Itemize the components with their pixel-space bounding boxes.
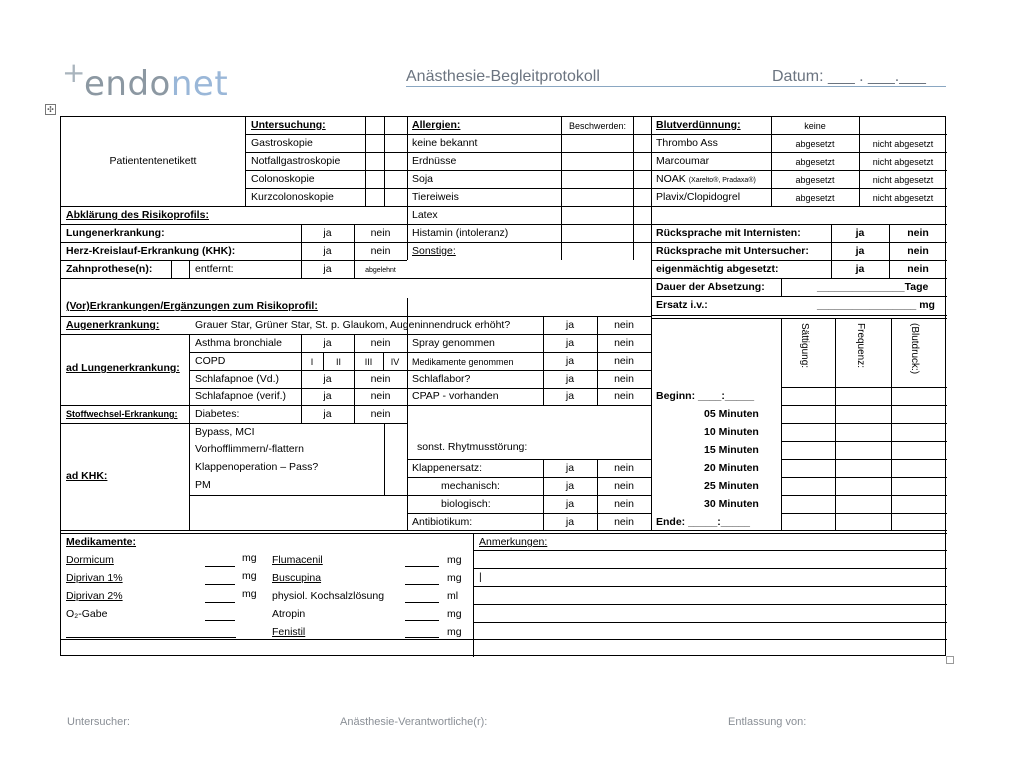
med-unit: mg bbox=[447, 608, 462, 620]
ja-option[interactable]: ja bbox=[323, 337, 332, 349]
ja-option[interactable]: ja bbox=[565, 390, 575, 402]
divider bbox=[61, 334, 651, 335]
divider bbox=[61, 278, 651, 279]
anmerkungen-header: Anmerkungen: bbox=[479, 536, 548, 548]
divider bbox=[781, 495, 947, 496]
allergie-item: Erdnüsse bbox=[412, 155, 457, 167]
cpap-label: CPAP - vorhanden bbox=[412, 390, 499, 402]
untersuchung-item: Kurzcolonoskopie bbox=[251, 191, 334, 203]
nein-option[interactable]: nein bbox=[907, 227, 929, 239]
divider bbox=[781, 405, 947, 406]
med-unit: mg bbox=[447, 572, 462, 584]
divider bbox=[407, 298, 408, 531]
med-left-name: Diprivan 1% bbox=[66, 572, 123, 584]
divider bbox=[781, 477, 947, 478]
dose-line[interactable] bbox=[405, 584, 439, 585]
divider bbox=[835, 318, 836, 531]
header-underline bbox=[406, 86, 946, 87]
med-unit: ml bbox=[447, 590, 459, 602]
time-label: 30 Minuten bbox=[704, 498, 759, 510]
divider bbox=[651, 315, 947, 316]
blutdruck-header: (Blutdruck:) bbox=[909, 323, 920, 375]
divider bbox=[189, 334, 190, 531]
divider bbox=[407, 495, 651, 496]
beginn-field[interactable]: Beginn: ____:_____ bbox=[656, 390, 755, 402]
endonet-logo bbox=[62, 56, 252, 106]
entfernt-label: entfernt: bbox=[195, 263, 234, 275]
khk-item: PM bbox=[195, 479, 211, 491]
divider bbox=[61, 533, 947, 534]
divider bbox=[407, 206, 651, 207]
nein-option[interactable]: nein bbox=[370, 227, 391, 239]
nein-option[interactable]: nein bbox=[370, 245, 391, 257]
copd-grade-option[interactable]: II bbox=[335, 357, 341, 367]
logo-wordmark: endonet bbox=[84, 64, 229, 104]
copd-grade-option[interactable]: III bbox=[364, 357, 373, 367]
blutverduennung-header: Blutverdünnung: bbox=[656, 119, 741, 131]
divider bbox=[651, 278, 947, 279]
allergie-item: Soja bbox=[412, 173, 434, 185]
divider bbox=[245, 134, 407, 135]
ende-field[interactable]: Ende: _____:_____ bbox=[656, 516, 750, 528]
medikamente-header: Medikamente: bbox=[66, 536, 137, 548]
ruecksprache-internist-label: Rücksprache mit Internisten: bbox=[656, 227, 801, 239]
copd-grade-option[interactable]: IV bbox=[390, 357, 400, 367]
frequenz-header: Frequenz: bbox=[855, 323, 866, 369]
divider bbox=[781, 441, 947, 442]
divider bbox=[651, 206, 947, 207]
divider bbox=[407, 152, 651, 153]
abgesetzt-option[interactable]: abgesetzt bbox=[795, 175, 835, 185]
medikamente-genommen-label: Medikamente genommen bbox=[412, 357, 514, 367]
nein-option[interactable]: nein bbox=[370, 408, 391, 420]
divider bbox=[61, 423, 407, 424]
anaesthesie-signature[interactable]: Anästhesie-Verantwortliche(r): bbox=[340, 716, 488, 728]
divider bbox=[189, 370, 651, 371]
med-right-name: Atropin bbox=[272, 608, 306, 620]
table-resize-handle-icon[interactable] bbox=[946, 656, 954, 664]
dose-line[interactable] bbox=[405, 620, 439, 621]
nein-option[interactable]: nein bbox=[614, 355, 634, 367]
med-right-name: Fenistil bbox=[272, 626, 306, 638]
antibiotikum-label: Antibiotikum: bbox=[412, 516, 473, 528]
divider bbox=[61, 405, 651, 406]
ja-option[interactable]: ja bbox=[565, 498, 575, 510]
dose-line[interactable] bbox=[405, 637, 439, 638]
schlaflabor-label: Schlaflabor? bbox=[412, 373, 471, 385]
dose-line[interactable] bbox=[405, 566, 439, 567]
dose-line[interactable] bbox=[405, 602, 439, 603]
time-label: 05 Minuten bbox=[704, 408, 759, 420]
divider bbox=[171, 260, 172, 278]
untersuchung-header: Untersuchung: bbox=[251, 119, 326, 131]
blut-item: Marcoumar bbox=[656, 155, 710, 167]
divider bbox=[245, 188, 407, 189]
ersatz-label: Ersatz i.v.: bbox=[656, 299, 708, 311]
khk-label: Herz-Kreislauf-Erkrankung (KHK): bbox=[66, 245, 236, 257]
allergie-item: Sonstige: bbox=[412, 245, 456, 257]
patient-label-field[interactable]: Patiententenetikett bbox=[109, 155, 197, 167]
ja-option[interactable]: ja bbox=[565, 373, 575, 385]
divider bbox=[61, 242, 407, 243]
divider bbox=[473, 622, 947, 623]
dauer-label: Dauer der Absetzung: bbox=[656, 281, 765, 293]
nein-option[interactable]: nein bbox=[614, 390, 634, 402]
diabetes-label: Diabetes: bbox=[195, 408, 240, 420]
ja-option[interactable]: ja bbox=[565, 319, 575, 331]
divider bbox=[891, 318, 892, 531]
untersuchung-item: Colonoskopie bbox=[251, 173, 315, 185]
copd-grade-option[interactable]: I bbox=[310, 357, 314, 367]
khk-item: Bypass, MCI bbox=[195, 426, 255, 438]
divider bbox=[61, 224, 407, 225]
divider bbox=[781, 423, 947, 424]
divider bbox=[473, 604, 947, 605]
ja-option[interactable]: ja bbox=[565, 355, 575, 367]
nicht-abgesetzt-option[interactable]: nicht abgesetzt bbox=[872, 193, 934, 203]
med-left-name: Dormicum bbox=[66, 554, 114, 566]
ersatz-field[interactable]: _________________ mg bbox=[817, 299, 935, 311]
time-label: 15 Minuten bbox=[704, 444, 759, 456]
dose-line[interactable] bbox=[205, 602, 235, 603]
divider bbox=[384, 423, 385, 495]
entlassung-signature[interactable]: Entlassung von: bbox=[728, 716, 807, 728]
blut-item: NOAK (Xarelto®, Pradaxa®) bbox=[656, 173, 756, 185]
saettigung-header: Sättigung: bbox=[799, 323, 810, 369]
divider bbox=[61, 639, 947, 640]
divider bbox=[407, 459, 651, 460]
biologisch-label: biologisch: bbox=[441, 498, 491, 510]
blut-item: Thrombo Ass bbox=[656, 137, 718, 149]
divider bbox=[61, 206, 407, 207]
divider bbox=[407, 242, 651, 243]
divider bbox=[189, 495, 407, 496]
ja-option[interactable]: ja bbox=[323, 408, 332, 420]
med-unit: mg bbox=[242, 588, 257, 600]
divider bbox=[407, 188, 651, 189]
nein-option[interactable]: nein bbox=[614, 480, 634, 492]
ruecksprache-untersucher-label: Rücksprache mit Untersucher: bbox=[656, 245, 809, 257]
allergien-header: Allergien: bbox=[412, 119, 461, 131]
med-left-name: O₂-Gabe bbox=[66, 608, 108, 620]
nein-option[interactable]: nein bbox=[614, 319, 634, 331]
untersuchung-item: Notfallgastroskopie bbox=[251, 155, 341, 167]
nein-option[interactable]: nein bbox=[370, 337, 391, 349]
divider bbox=[61, 530, 947, 531]
ja-option[interactable]: ja bbox=[323, 245, 332, 257]
divider bbox=[651, 117, 652, 531]
nein-option[interactable]: nein bbox=[907, 245, 929, 257]
divider bbox=[651, 152, 947, 153]
time-label: 25 Minuten bbox=[704, 480, 759, 492]
spray-label: Spray genommen bbox=[412, 337, 495, 349]
med-right-name: Flumacenil bbox=[272, 554, 323, 566]
med-right-name: physiol. Kochsalzlösung bbox=[272, 590, 385, 602]
divider bbox=[407, 513, 651, 514]
khk-item: Klappenoperation – Pass? bbox=[195, 461, 319, 473]
ja-option[interactable]: ja bbox=[323, 263, 332, 275]
rhythmusstoerung-label: sonst. Rhytmusstörung: bbox=[417, 441, 528, 453]
divider bbox=[781, 318, 782, 531]
dose-line[interactable] bbox=[205, 620, 235, 621]
nicht-abgesetzt-option[interactable]: nicht abgesetzt bbox=[872, 139, 934, 149]
nein-option[interactable]: nein bbox=[907, 263, 929, 275]
dauer-field[interactable]: _______________Tage bbox=[817, 281, 929, 293]
divider bbox=[189, 352, 651, 353]
divider bbox=[407, 477, 651, 478]
time-label: 10 Minuten bbox=[704, 426, 759, 438]
divider bbox=[651, 188, 947, 189]
protocol-table bbox=[60, 116, 946, 656]
divider bbox=[651, 170, 947, 171]
dose-line[interactable] bbox=[205, 584, 235, 585]
dose-line[interactable] bbox=[66, 637, 236, 638]
nein-option[interactable]: nein bbox=[614, 462, 634, 474]
divider bbox=[651, 296, 947, 297]
divider bbox=[407, 224, 651, 225]
khk-item: Vorhofflimmern/-flattern bbox=[195, 443, 304, 455]
abgesetzt-option[interactable]: abgesetzt bbox=[795, 157, 835, 167]
divider bbox=[473, 586, 947, 587]
untersuchung-item: Gastroskopie bbox=[251, 137, 313, 149]
allergie-item: keine bekannt bbox=[412, 137, 478, 149]
nein-option[interactable]: nein bbox=[614, 337, 634, 349]
asthma-label: Asthma bronchiale bbox=[195, 337, 282, 349]
blut-keine-option[interactable]: keine bbox=[804, 121, 826, 131]
nicht-abgesetzt-option[interactable]: nicht abgesetzt bbox=[872, 157, 934, 167]
ad-lungenerkrankung-label: ad Lungenerkrankung: bbox=[66, 362, 180, 374]
nein-option[interactable]: nein bbox=[370, 390, 391, 402]
divider bbox=[781, 459, 947, 460]
beschwerden-header: Beschwerden: bbox=[569, 121, 627, 131]
divider bbox=[365, 117, 366, 207]
copd-label: COPD bbox=[195, 355, 226, 367]
ja-option[interactable]: ja bbox=[855, 263, 865, 275]
ja-option[interactable]: ja bbox=[323, 390, 332, 402]
med-right-name: Buscupina bbox=[272, 572, 322, 584]
risikoprofil-header: Abklärung des Risikoprofils: bbox=[66, 209, 209, 221]
abgelehnt-option[interactable]: abgelehnt bbox=[365, 267, 396, 274]
ja-option[interactable]: ja bbox=[565, 516, 575, 528]
divider bbox=[245, 117, 246, 207]
nein-option[interactable]: nein bbox=[614, 373, 634, 385]
abgesetzt-option[interactable]: abgesetzt bbox=[795, 139, 835, 149]
logo-plus: + bbox=[62, 56, 86, 89]
abgesetzt-option[interactable]: abgesetzt bbox=[795, 193, 835, 203]
divider bbox=[61, 316, 651, 317]
dose-line[interactable] bbox=[205, 566, 235, 567]
divider bbox=[384, 117, 385, 207]
augenerkrankung-text: Grauer Star, Grüner Star, St. p. Glaukom, Augeninnendruck erhöht? bbox=[195, 319, 511, 331]
allergie-item: Tiereiweis bbox=[412, 191, 459, 203]
ja-option[interactable]: ja bbox=[855, 227, 865, 239]
divider bbox=[245, 152, 407, 153]
med-unit: mg bbox=[242, 570, 257, 582]
nein-option[interactable]: nein bbox=[370, 373, 391, 385]
med-unit: mg bbox=[447, 554, 462, 566]
divider bbox=[189, 388, 651, 389]
table-move-handle-icon[interactable]: ✣ bbox=[45, 104, 56, 115]
ja-option[interactable]: ja bbox=[565, 462, 575, 474]
nicht-abgesetzt-option[interactable]: nicht abgesetzt bbox=[872, 175, 934, 185]
document-title: Anästhesie-Begleitprotokoll bbox=[406, 68, 600, 85]
divider bbox=[473, 568, 947, 569]
ja-option[interactable]: ja bbox=[323, 227, 332, 239]
vorerkrankungen-header: (Vor)Erkrankungen/Ergänzungen zum Risikoprofil: bbox=[66, 300, 318, 312]
divider bbox=[781, 513, 947, 514]
med-unit: mg bbox=[447, 626, 462, 638]
nein-option[interactable]: nein bbox=[614, 516, 634, 528]
stoffwechsel-label: Stoffwechsel-Erkrankung: bbox=[66, 409, 178, 419]
allergie-item: Histamin (intoleranz) bbox=[412, 227, 509, 239]
time-label: 20 Minuten bbox=[704, 462, 759, 474]
divider bbox=[245, 170, 407, 171]
med-unit: mg bbox=[242, 552, 257, 564]
ad-khk-label: ad KHK: bbox=[66, 470, 108, 482]
divider bbox=[61, 260, 407, 261]
augenerkrankung-label: Augenerkrankung: bbox=[66, 319, 160, 331]
divider bbox=[407, 134, 651, 135]
divider bbox=[651, 242, 947, 243]
zahnprothese-label: Zahnprothese(n): bbox=[66, 263, 153, 275]
divider bbox=[651, 224, 947, 225]
date-field[interactable]: Datum: ___ . ___.___ bbox=[772, 68, 926, 85]
klappenersatz-label: Klappenersatz: bbox=[412, 462, 483, 474]
med-left-name: Diprivan 2% bbox=[66, 590, 123, 602]
lungenerkrankung-label: Lungenerkrankung: bbox=[66, 227, 165, 239]
nein-option[interactable]: nein bbox=[614, 498, 634, 510]
divider bbox=[651, 318, 947, 319]
divider bbox=[407, 170, 651, 171]
divider bbox=[651, 260, 947, 261]
ja-option[interactable]: ja bbox=[565, 480, 575, 492]
ja-option[interactable]: ja bbox=[855, 245, 865, 257]
divider bbox=[651, 134, 947, 135]
schlafapnoe-verif-label: Schlafapnoe (verif.) bbox=[195, 390, 287, 402]
eigenmaechtig-label: eigenmächtig abgesetzt: bbox=[656, 263, 779, 275]
text-cursor[interactable]: | bbox=[479, 571, 482, 583]
schlafapnoe-vd-label: Schlafapnoe (Vd.) bbox=[195, 373, 280, 385]
divider bbox=[473, 550, 947, 551]
divider bbox=[781, 387, 947, 388]
ja-option[interactable]: ja bbox=[323, 373, 332, 385]
allergie-item: Latex bbox=[412, 209, 438, 221]
blut-item: Plavix/Clopidogrel bbox=[656, 191, 741, 203]
ja-option[interactable]: ja bbox=[565, 337, 575, 349]
mechanisch-label: mechanisch: bbox=[441, 480, 500, 492]
divider bbox=[189, 260, 190, 278]
untersucher-signature[interactable]: Untersucher: bbox=[67, 716, 130, 728]
divider bbox=[781, 278, 782, 296]
